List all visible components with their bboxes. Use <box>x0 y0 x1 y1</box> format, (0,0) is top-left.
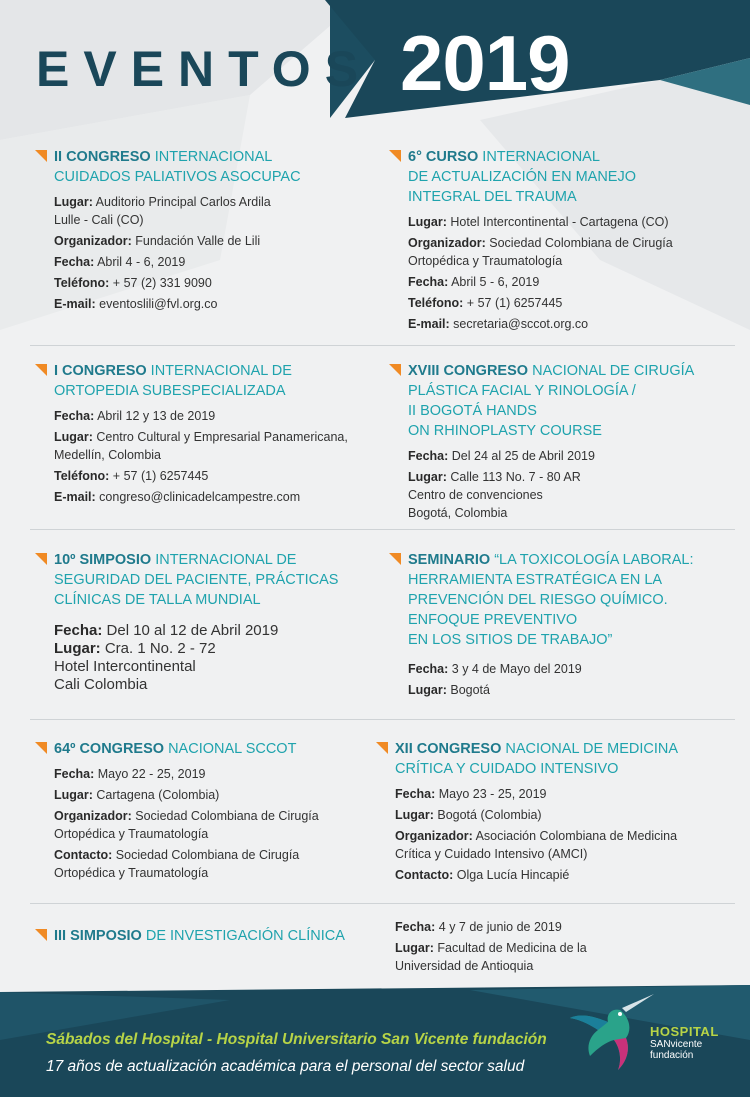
event-title: 6° CURSO INTERNACIONAL DE ACTUALIZACIÓN EN MANEJO INTEGRAL DEL TRAUMA <box>408 149 637 205</box>
event-field: Fecha: Del 24 al 25 de Abril 2019 <box>408 449 595 463</box>
header-title: EVENTOS <box>36 41 373 97</box>
event-1 <box>54 147 374 316</box>
event-field: Lugar: Centro Cultural y Empresarial Panamericana, Medellín, Colombia <box>54 430 348 462</box>
event-field: Organizador: Sociedad Colombiana de Cirugía Ortopédica y Traumatología <box>408 236 673 268</box>
event-field: Contacto: Olga Lucía Hincapié <box>395 868 570 882</box>
logo-title: HOSPITAL <box>650 1024 719 1039</box>
event-title: 64º CONGRESO NACIONAL SCCOT <box>54 741 297 757</box>
event-title: III SIMPOSIO DE INVESTIGACIÓN CLÍNICA <box>54 928 345 944</box>
event-title: SEMINARIO “LA TOXICOLOGÍA LABORAL: HERRAMIENTA ESTRATÉGICA EN LA PREVENCIÓN DEL RIESGO QUÍMICO. ENFOQUE PREVENTIVO EN LOS SITIOS DE TRABAJO” <box>408 552 694 648</box>
event-field: Contacto: Sociedad Colombiana de Cirugía Ortopédica y Traumatología <box>54 848 300 880</box>
event-field: Teléfono: + 57 (1) 6257445 <box>408 296 563 310</box>
event-field: Lugar: Calle 113 No. 7 - 80 AR Centro de convenciones Bogotá, Colombia <box>408 470 581 520</box>
event-field: Lugar: Bogotá (Colombia) <box>395 808 542 822</box>
triangle-marker-icon <box>35 150 47 162</box>
event-field: Teléfono: + 57 (2) 331 9090 <box>54 276 212 290</box>
triangle-marker-icon <box>389 553 401 565</box>
event-field: Fecha: Del 10 al 12 de Abril 2019 <box>54 622 279 639</box>
hospital-logo <box>650 1024 719 1061</box>
logo-sub-1: SANvicente <box>650 1039 703 1050</box>
event-6 <box>408 550 728 702</box>
event-field: Fecha: 3 y 4 de Mayo del 2019 <box>408 662 582 676</box>
event-title <box>54 147 374 187</box>
header-year: 2019 <box>400 19 570 107</box>
event-field: E-mail: congreso@clinicadelcampestre.com <box>54 490 301 504</box>
event-field: Organizador: Sociedad Colombiana de Cirugía Ortopédica y Traumatología <box>54 809 319 841</box>
event-field: Fecha: 4 y 7 de junio de 2019 <box>395 920 562 934</box>
event-3 <box>54 361 374 509</box>
event-field: Lugar: Facultad de Medicina de la Universidad de Antioquia <box>395 941 587 973</box>
divider <box>30 345 735 346</box>
triangle-marker-icon <box>35 364 47 376</box>
event-field: Lugar: Bogotá <box>408 683 490 697</box>
triangle-marker-icon <box>35 553 47 565</box>
event-field: Lugar: Cartagena (Colombia) <box>54 788 220 802</box>
event-field: Fecha: Mayo 22 - 25, 2019 <box>54 767 206 781</box>
event-title: XVIII CONGRESO NACIONAL DE CIRUGÍA PLÁSTICA FACIAL Y RINOLOGÍA / II BOGOTÁ HANDS ON RHINOPLASTY COURSE <box>408 363 695 439</box>
triangle-marker-icon <box>389 364 401 376</box>
event-field: Lugar: Cra. 1 No. 2 - 72 Hotel Intercontinental Cali Colombia <box>54 640 216 693</box>
event-field: E-mail: secretaria@sccot.org.co <box>408 317 589 331</box>
event-field: Fecha: Mayo 23 - 25, 2019 <box>395 787 547 801</box>
triangle-marker-icon <box>35 929 47 941</box>
event-8 <box>395 739 725 887</box>
event-field: Teléfono: + 57 (1) 6257445 <box>54 469 209 483</box>
divider <box>30 903 735 904</box>
triangle-marker-icon <box>389 150 401 162</box>
footer-line-2: 17 años de actualización académica para el personal del sector salud <box>46 1058 525 1075</box>
event-title: I CONGRESO INTERNACIONAL DE ORTOPEDIA SUBESPECIALIZADA <box>54 363 292 399</box>
divider <box>30 529 735 530</box>
event-5 <box>54 550 374 694</box>
event-field: Fecha: Abril 4 - 6, 2019 <box>54 255 186 269</box>
divider <box>30 719 735 720</box>
event-2 <box>408 147 728 336</box>
event-title: 10º SIMPOSIO INTERNACIONAL DE SEGURIDAD DEL PACIENTE, PRÁCTICAS CLÍNICAS DE TALLA MUNDIAL <box>54 552 339 608</box>
event-title: XII CONGRESO NACIONAL DE MEDICINA CRÍTICA Y CUIDADO INTENSIVO <box>395 741 679 777</box>
event-field: Organizador: Asociación Colombiana de Medicina Crítica y Cuidado Intensivo (AMCI) <box>395 829 678 861</box>
logo-sub-2: fundación <box>650 1050 694 1061</box>
event-7 <box>54 739 374 885</box>
hummingbird-logo-icon <box>568 990 658 1072</box>
event-field: Lugar: Hotel Intercontinental - Cartagena (CO) <box>408 215 669 229</box>
footer-line-1: Sábados del Hospital - Hospital Universitario San Vicente fundación <box>46 1031 547 1048</box>
triangle-marker-icon <box>376 742 388 754</box>
event-9 <box>54 926 374 946</box>
event-title-rest: INTERNACIONAL CUIDADOS PALIATIVOS ASOCUPAC <box>54 149 301 185</box>
event-field: Organizador: Fundación Valle de Lili <box>54 234 261 248</box>
event-4 <box>408 361 728 525</box>
event-field: Fecha: Abril 5 - 6, 2019 <box>408 275 540 289</box>
event-title-bold: II CONGRESO <box>54 149 151 165</box>
event-field: Fecha: Abril 12 y 13 de 2019 <box>54 409 216 423</box>
event-9-details <box>395 918 715 978</box>
event-field: Lugar: Auditorio Principal Carlos Ardila Lulle - Cali (CO) <box>54 195 271 227</box>
event-field: E-mail: eventoslili@fvl.org.co <box>54 297 218 311</box>
triangle-marker-icon <box>35 742 47 754</box>
